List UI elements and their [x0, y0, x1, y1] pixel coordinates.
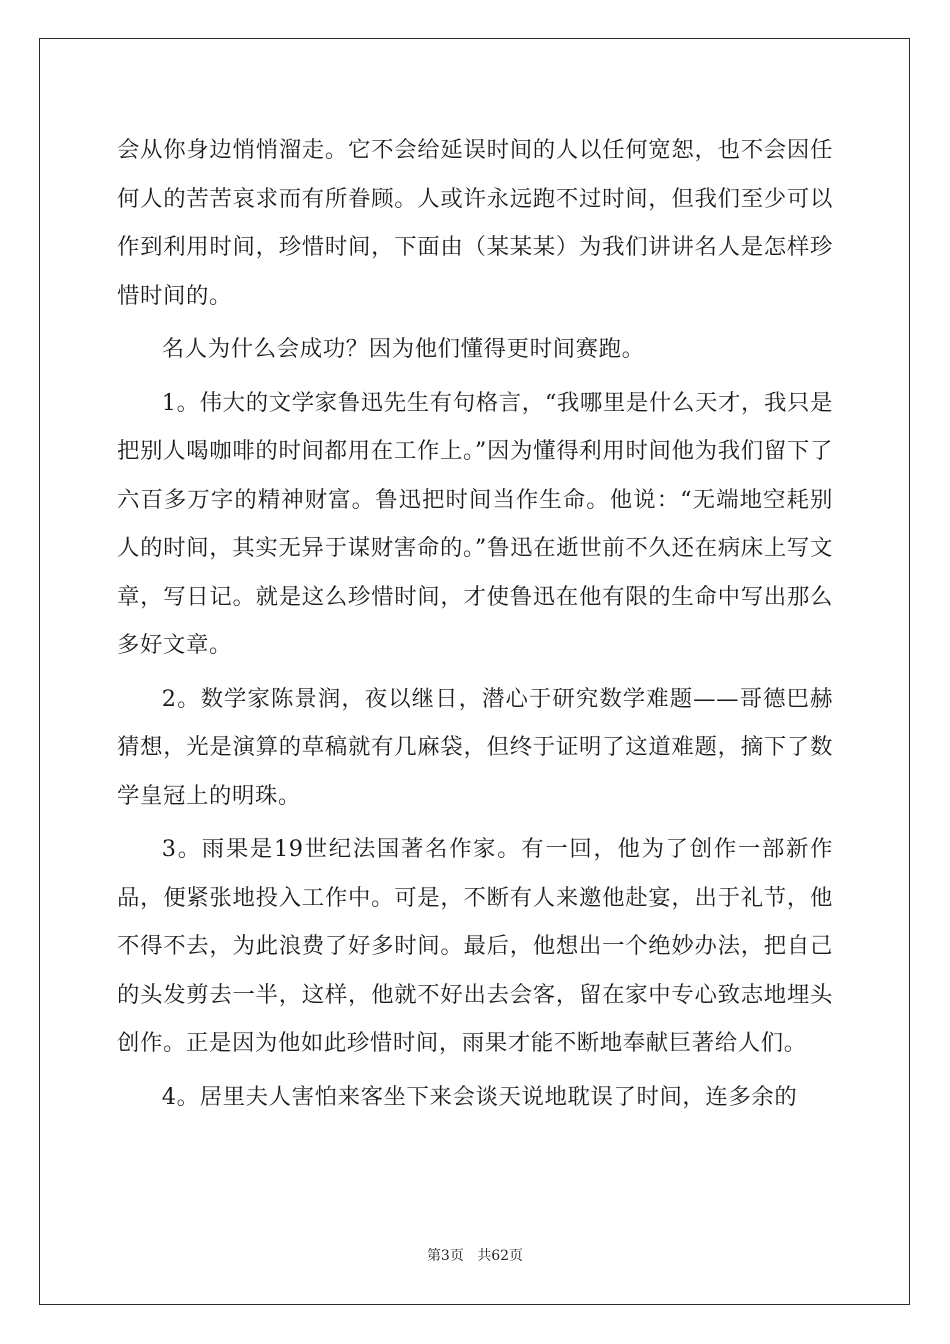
- paragraph-chen-jingrun: 2。数学家陈景润，夜以继日，潜心于研究数学难题——哥德巴赫猜想，光是演算的草稿就有几麻袋，但终于证明了这道难题，摘下了数学皇冠上的明珠。: [117, 685, 833, 809]
- document-body: [117, 126, 833, 1126]
- page-footer: [0, 1245, 950, 1265]
- paragraph-lu-xun: 1。伟大的文学家鲁迅先生有句格言，“我哪里是什么天才，我只是把别人喝咖啡的时间都用在工作上。”因为懂得利用时间他为我们留下了六百多万字的精神财富。鲁迅把时间当作生命。他说：“无端地空耗别人的时间，其实无异于谋财害命的。”鲁迅在逝世前不久还在病床上写文章，写日记。就是这么珍惜时间，才使鲁迅在他有限的生命中写出那么多好文章。: [117, 389, 833, 658]
- paragraph-continuation: 会从你身边悄悄溜走。它不会给延误时间的人以任何宽恕，也不会因任何人的苦苦哀求而有所眷顾。人或许永远跑不过时间，但我们至少可以作到利用时间，珍惜时间，下面由（某某某）为我们讲讲名人是怎样珍惜时间的。: [117, 137, 833, 309]
- page-number: 第3页: [426, 1248, 464, 1264]
- paragraph-victor-hugo: 3。雨果是19世纪法国著名作家。有一回，他为了创作一部新作品，便紧张地投入工作中。可是，不断有人来邀他赴宴，出于礼节，他不得不去，为此浪费了好多时间。最后，他想出一个绝妙办法，把自己的头发剪去一半，这样，他就不好出去会客，留在家中专心致志地埋头创作。正是因为他如此珍惜时间，雨果才能不断地奉献巨著给人们。: [117, 836, 833, 1056]
- paragraph-marie-curie: 4。居里夫人害怕来客坐下来会谈天说地耽误了时间，连多余的: [161, 1083, 798, 1110]
- page-total: 共62页: [477, 1248, 524, 1264]
- paragraph-intro-question: 名人为什么会成功？因为他们懂得更时间赛跑。: [161, 336, 645, 362]
